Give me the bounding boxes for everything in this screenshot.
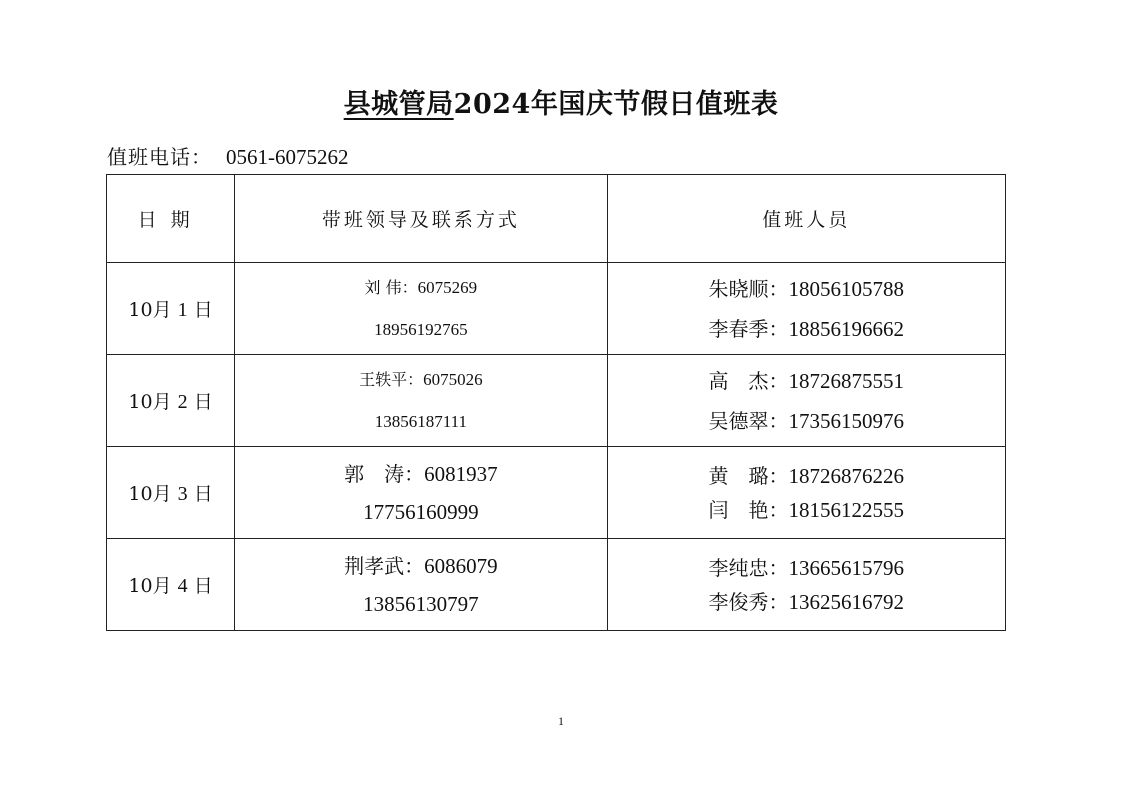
date-suffix: 日 bbox=[193, 391, 213, 413]
duty-phone-label: 值班电话： bbox=[107, 145, 212, 169]
leader-mobile: 13856130797 bbox=[363, 591, 479, 616]
date-suffix: 日 bbox=[193, 483, 213, 505]
leader-cell bbox=[235, 539, 607, 631]
staff-name: 闫 艳： bbox=[708, 497, 789, 522]
staff-cell bbox=[607, 355, 1005, 447]
date-cell bbox=[107, 263, 235, 355]
date-day: 2 bbox=[177, 391, 188, 413]
date-suffix: 日 bbox=[193, 299, 213, 321]
staff-cell bbox=[607, 447, 1005, 539]
date-cell bbox=[107, 355, 235, 447]
duty-schedule-table bbox=[106, 174, 1006, 631]
date-suffix: 日 bbox=[193, 575, 213, 597]
staff-name: 黄 璐： bbox=[708, 463, 789, 488]
staff-name: 朱晓顺： bbox=[708, 276, 789, 301]
date-month: 10月 bbox=[128, 483, 172, 505]
document-title bbox=[0, 82, 1122, 121]
staff-name: 吴德翠： bbox=[708, 408, 789, 433]
leader-mobile: 17756160999 bbox=[363, 499, 479, 524]
staff-cell bbox=[607, 539, 1005, 631]
table-row bbox=[107, 447, 1006, 539]
staff-phone: 13665615796 bbox=[788, 555, 905, 580]
date-month: 10月 bbox=[128, 391, 172, 413]
staff-name: 李纯忠： bbox=[708, 555, 789, 580]
table-row bbox=[107, 263, 1006, 355]
header-staff: 值班人员 bbox=[607, 175, 1005, 263]
date-month: 10月 bbox=[128, 575, 172, 597]
staff-phone: 18056105788 bbox=[788, 276, 905, 301]
duty-phone-line bbox=[107, 141, 349, 170]
leader-cell bbox=[235, 447, 607, 539]
duty-phone-number: 0561-6075262 bbox=[226, 145, 349, 169]
staff-phone: 17356150976 bbox=[788, 408, 905, 433]
date-month: 10月 bbox=[128, 299, 172, 321]
table-row bbox=[107, 355, 1006, 447]
leader-office-phone: 6075269 bbox=[417, 277, 478, 297]
date-cell bbox=[107, 539, 235, 631]
date-day: 4 bbox=[177, 575, 188, 597]
table-header-row bbox=[107, 175, 1006, 263]
staff-phone: 18726875551 bbox=[788, 368, 905, 393]
staff-name: 李春季： bbox=[708, 316, 789, 341]
leader-cell bbox=[235, 355, 607, 447]
staff-phone: 18726876226 bbox=[788, 463, 905, 488]
leader-office-phone: 6081937 bbox=[424, 461, 498, 486]
leader-name: 刘 伟： bbox=[364, 277, 418, 297]
leader-mobile: 13856187111 bbox=[374, 411, 467, 431]
date-day: 1 bbox=[177, 299, 188, 321]
leader-name: 王轶平： bbox=[359, 369, 424, 389]
staff-phone: 18156122555 bbox=[788, 497, 905, 522]
leader-name: 郭 涛： bbox=[344, 461, 425, 486]
leader-cell bbox=[235, 263, 607, 355]
page-number: 1 bbox=[558, 714, 564, 728]
leader-office-phone: 6086079 bbox=[424, 553, 498, 578]
header-date: 日期 bbox=[107, 175, 235, 263]
table-row bbox=[107, 539, 1006, 631]
leader-name: 荆孝武： bbox=[344, 553, 425, 578]
staff-name: 高 杰： bbox=[708, 368, 789, 393]
date-cell bbox=[107, 447, 235, 539]
date-day: 3 bbox=[177, 483, 188, 505]
staff-phone: 18856196662 bbox=[788, 316, 905, 341]
title-text: 2024年国庆节假日值班表 bbox=[453, 89, 779, 120]
staff-name: 李俊秀： bbox=[708, 589, 789, 614]
header-leader: 带班领导及联系方式 bbox=[235, 175, 607, 263]
staff-phone: 13625616792 bbox=[788, 589, 905, 614]
staff-cell bbox=[607, 263, 1005, 355]
leader-mobile: 18956192765 bbox=[374, 319, 468, 339]
leader-office-phone: 6075026 bbox=[423, 369, 483, 389]
title-department: 县城管局 bbox=[343, 89, 454, 120]
